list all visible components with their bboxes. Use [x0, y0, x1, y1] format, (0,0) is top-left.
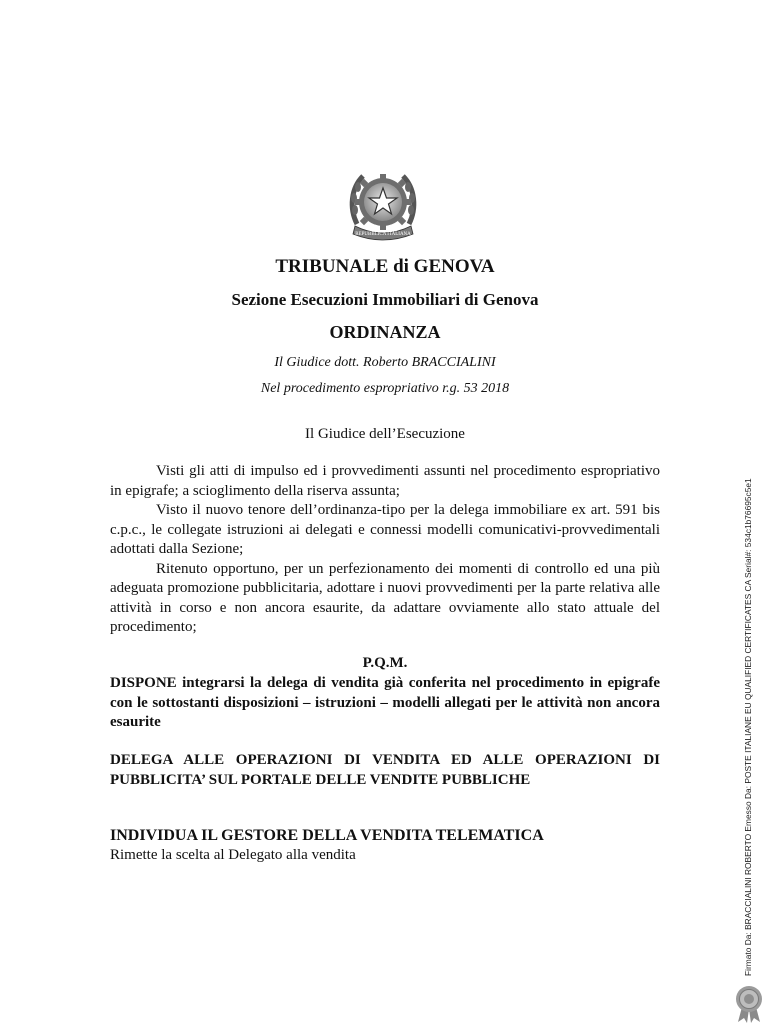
digital-signature-seal-icon	[733, 985, 765, 1023]
delega-clause: DELEGA ALLE OPERAZIONI DI VENDITA ED ALLE OPERAZIONI DI PUBBLICITA’ SUL PORTALE DELLE VENDITE PUBBLICHE	[110, 752, 660, 788]
digital-signature-sidebar: Firmato Da: BRACCIALINI ROBERTO Emesso Da: POSTE ITALIANE EU QUALIFIED CERTIFICATES CA Serial#: 534c1b76695c5e1	[743, 478, 753, 976]
judge-line: Il Giudice dott. Roberto BRACCIALINI	[274, 355, 496, 370]
dispone-text: integrarsi la delega di vendita già conferita nel procedimento in epigrafe con le sottostanti disposizioni – istruzioni – modelli allegati per le attività non ancora esaurite	[110, 675, 660, 730]
document-type-title: ORDINANZA	[329, 322, 441, 342]
dispone-clause	[110, 674, 660, 733]
court-title: TRIBUNALE di GENOVA	[275, 256, 495, 277]
rimette-line: Rimette la scelta al Delegato alla vendita	[110, 847, 356, 863]
dispone-keyword: DISPONE	[110, 675, 177, 691]
recital-paragraph: Ritenuto opportuno, per un perfezionamento dei momenti di controllo ed una più adeguata promozione pubblicitaria, adottare i nuovi provvedimenti per la parte relativa alle attività in corso e non ancora esaurite, da adattare ovviamente allo stato attuale del procedimento;	[110, 560, 660, 635]
repubblica-italiana-emblem-icon	[347, 166, 419, 242]
pqm-heading: P.Q.M.	[362, 655, 408, 671]
individua-clause: INDIVIDUA IL GESTORE DELLA VENDITA TELEMATICA	[110, 827, 544, 844]
recital-paragraph: Visti gli atti di impulso ed i provvedimenti assunti nel procedimento espropriativo in epigrafe; a scioglimento della riserva assunta;	[110, 463, 660, 499]
procedure-line: Nel procedimento espropriativo r.g. 53 2018	[260, 381, 510, 396]
recitals	[110, 462, 660, 638]
section-title: Sezione Esecuzioni Immobiliari di Genova	[231, 290, 539, 309]
giudice-esecuzione-line: Il Giudice dell’Esecuzione	[305, 426, 465, 442]
emblem-motto: REPUBBLICA ITALIANA	[355, 232, 411, 237]
recital-paragraph: Visto il nuovo tenore dell’ordinanza-tipo per la delega immobiliare ex art. 591 bis c.p.c., le collegate istruzioni ai delegati e connessi modelli comunicativi-provvedimentali adottati dalla Sezione;	[110, 502, 660, 557]
